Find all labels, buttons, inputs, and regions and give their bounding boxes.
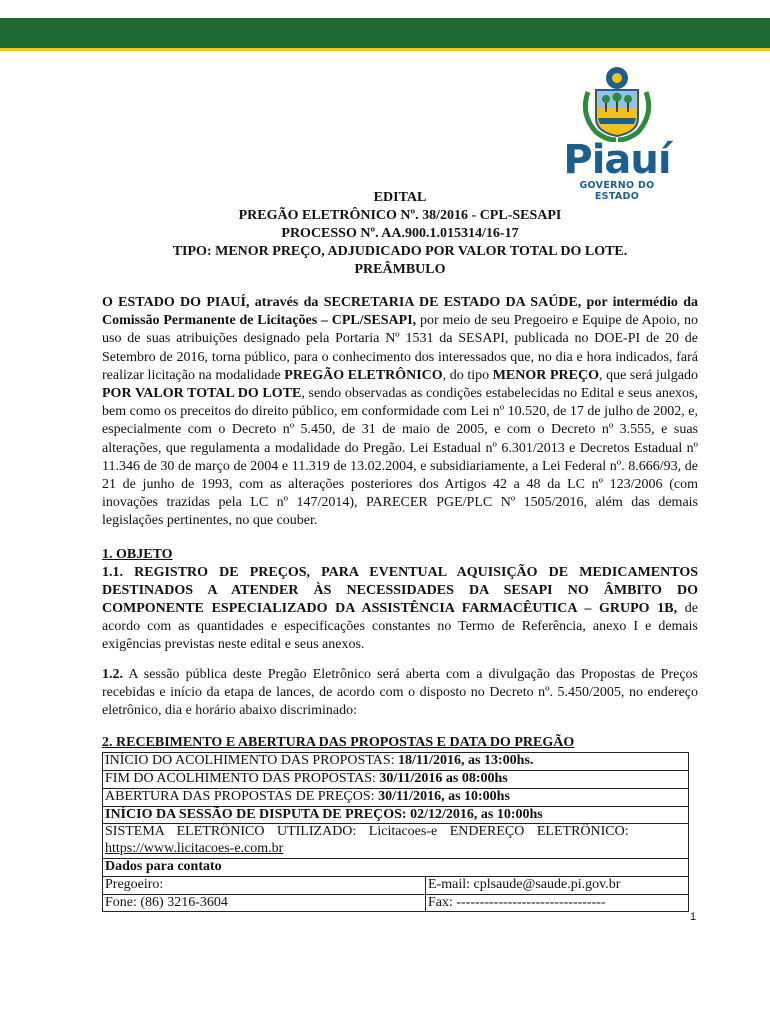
table-cell — [103, 859, 689, 877]
section1-item1-rest: de acordo com as quantidades e especificações constantes no Termo de Referência, anexo I e demais exigências previstas neste edital e seus anexos. — [102, 601, 698, 653]
preamble-seg: PREGÃO ELETRÔNICO — [284, 367, 443, 383]
preamble-seg: , do tipo — [442, 367, 493, 383]
title-tipo: TIPO: MENOR PREÇO, ADJUDICADO POR VALOR TOTAL DO LOTE. — [172, 244, 628, 259]
section1-item2-num: 1.2. — [102, 666, 123, 682]
table-row — [103, 894, 689, 912]
table-row — [103, 859, 689, 877]
title-processo: PROCESSO Nº. AA.900.1.015314/16-17 — [281, 226, 519, 241]
table-cell — [103, 788, 689, 806]
table-cell — [103, 771, 689, 789]
row-value: 30/11/2016, as 10:00hs — [378, 788, 510, 804]
email-text: E-mail: cplsaude@saude.pi.gov.br — [428, 876, 621, 892]
preamble-seg: POR VALOR TOTAL DO LOTE — [102, 386, 302, 402]
table-cell — [103, 806, 689, 824]
section1-item1 — [102, 564, 698, 655]
system-text: SISTEMA ELETRÔNICO UTILIZADO: Licitacoes-e ENDEREÇO ELETRÔNICO: — [105, 824, 629, 840]
preamble-paragraph — [102, 294, 698, 531]
title-preambulo: PREÂMBULO — [354, 262, 446, 277]
section1-item2-rest: A sessão pública deste Pregão Eletrônico será aberta com a divulgação das Propostas de Preços recebidas e início da etapa de lances, de acordo com o disposto no Decreto nº. 5.450/2005, no endereço eletrônico, dia e horário abaixo discriminado: — [102, 666, 698, 719]
title-edital: EDITAL — [373, 190, 427, 205]
piaui-government-logo — [556, 62, 678, 202]
table-row — [103, 876, 689, 894]
row-label: FIM DO ACOLHIMENTO DAS PROPOSTAS: — [105, 771, 380, 787]
table-row — [103, 753, 689, 771]
table-cell — [103, 876, 426, 894]
table-cell — [426, 894, 689, 912]
table-row — [103, 771, 689, 789]
page-number: 1 — [690, 911, 697, 923]
table-cell — [103, 753, 689, 771]
table-row — [103, 824, 689, 859]
row-value: 18/11/2016, as 13:00hs. — [398, 753, 534, 769]
title-pregao: PREGÃO ELETRÔNICO Nº. 38/2016 - CPL-SESAPI — [238, 208, 562, 223]
contact-heading: Dados para contato — [105, 859, 222, 875]
system-link[interactable]: https://www.licitacoes-e.com.br — [105, 841, 284, 857]
schedule-table — [102, 752, 689, 912]
logo-wordmark: Piauí — [563, 137, 671, 183]
section1-item2 — [102, 666, 698, 721]
phone-text: Fone: (86) 3216-3604 — [105, 894, 228, 910]
section1-heading: 1. OBJETO — [102, 546, 173, 562]
table-cell — [103, 824, 689, 859]
preamble-seg: por meio de seu Pregoeiro e Equipe de Apoio, no uso de suas atribuições designado pela Portaria Nº 1531 da SESAPI, publicada no DOE-PI de 20 de Setembro de 2016, torna público, para o conhecimento dos interessados que, no dia e hora indicados, fará realizar licitação na modalidade — [102, 313, 698, 383]
logo-subtitle: GOVERNO DO ESTADO — [579, 180, 655, 202]
section1-item1-bold: 1.1. REGISTRO DE PREÇOS, PARA EVENTUAL AQUISIÇÃO DE MEDICAMENTOS DESTINADOS A ATENDER ÀS NECESSIDADES DA SESAPI NO ÂMBITO DO COMPONENTE ESPECIALIZADO DA ASSISTÊNCIA FARMACÊUTICA – GRUPO 1B, — [102, 564, 698, 617]
preamble-seg: O ESTADO DO PIAUÍ, através da SECRETARIA DE ESTADO DA SAÚDE, por intermédio da Comissão Permanente de Licitações – CPL/SESAPI, — [102, 295, 698, 329]
preamble-seg: , sendo observadas as condições estabelecidas no Edital e seus anexos, bem como os preceitos do direito público, em conformidade com Lei nº 10.520, de 17 de julho de 2002, e, especialmente com o Decreto nº 5.450, de 31 de maio de 2005, e com o Decreto nº 3.555, e suas alterações, que regulamenta a modalidade do Pregão. Lei Estadual nº 6.301/2013 e Decretos Estadual nº 11.346 de 30 de março de 2004 e 11.319 de 13.02.2004, e subsidiariamente, a Lei Federal nº. 8.666/93, de 21 de junho de 1993, com as alterações posteriores dos Artigos 42 a 48 da LC nº 123/2006 (com inovações trazidas pela LC nº 147/2014), PARECER PGE/PLC Nº 1505/2016, além das demais legislações pertinentes, no que couber. — [102, 386, 698, 529]
row-value: 30/11/2016 as 08:00hs — [379, 771, 508, 787]
table-row — [103, 788, 689, 806]
pregoeiro-label: Pregoeiro: — [105, 876, 164, 892]
row-label: INÍCIO DA SESSÃO DE DISPUTA DE PREÇOS: 02/12/2016, as 10:00hs — [105, 806, 543, 822]
document-body — [102, 189, 698, 912]
state-coat-of-arms-icon — [576, 62, 658, 142]
row-label: INÍCIO DO ACOLHIMENTO DAS PROPOSTAS: — [105, 753, 399, 769]
row-label: ABERTURA DAS PROPOSTAS DE PREÇOS: — [105, 788, 379, 804]
header-yellow-stripe — [0, 48, 770, 51]
section2-heading: 2. RECEBIMENTO E ABERTURA DAS PROPOSTAS E DATA DO PREGÃO — [102, 735, 575, 751]
preamble-seg: MENOR PREÇO — [492, 367, 599, 383]
preamble-seg: , que será julgado — [598, 367, 698, 383]
fax-text: Fax: -------------------------------- — [428, 894, 606, 910]
header-green-band — [0, 18, 770, 48]
table-cell — [103, 894, 426, 912]
table-cell — [426, 876, 689, 894]
table-row — [103, 806, 689, 824]
